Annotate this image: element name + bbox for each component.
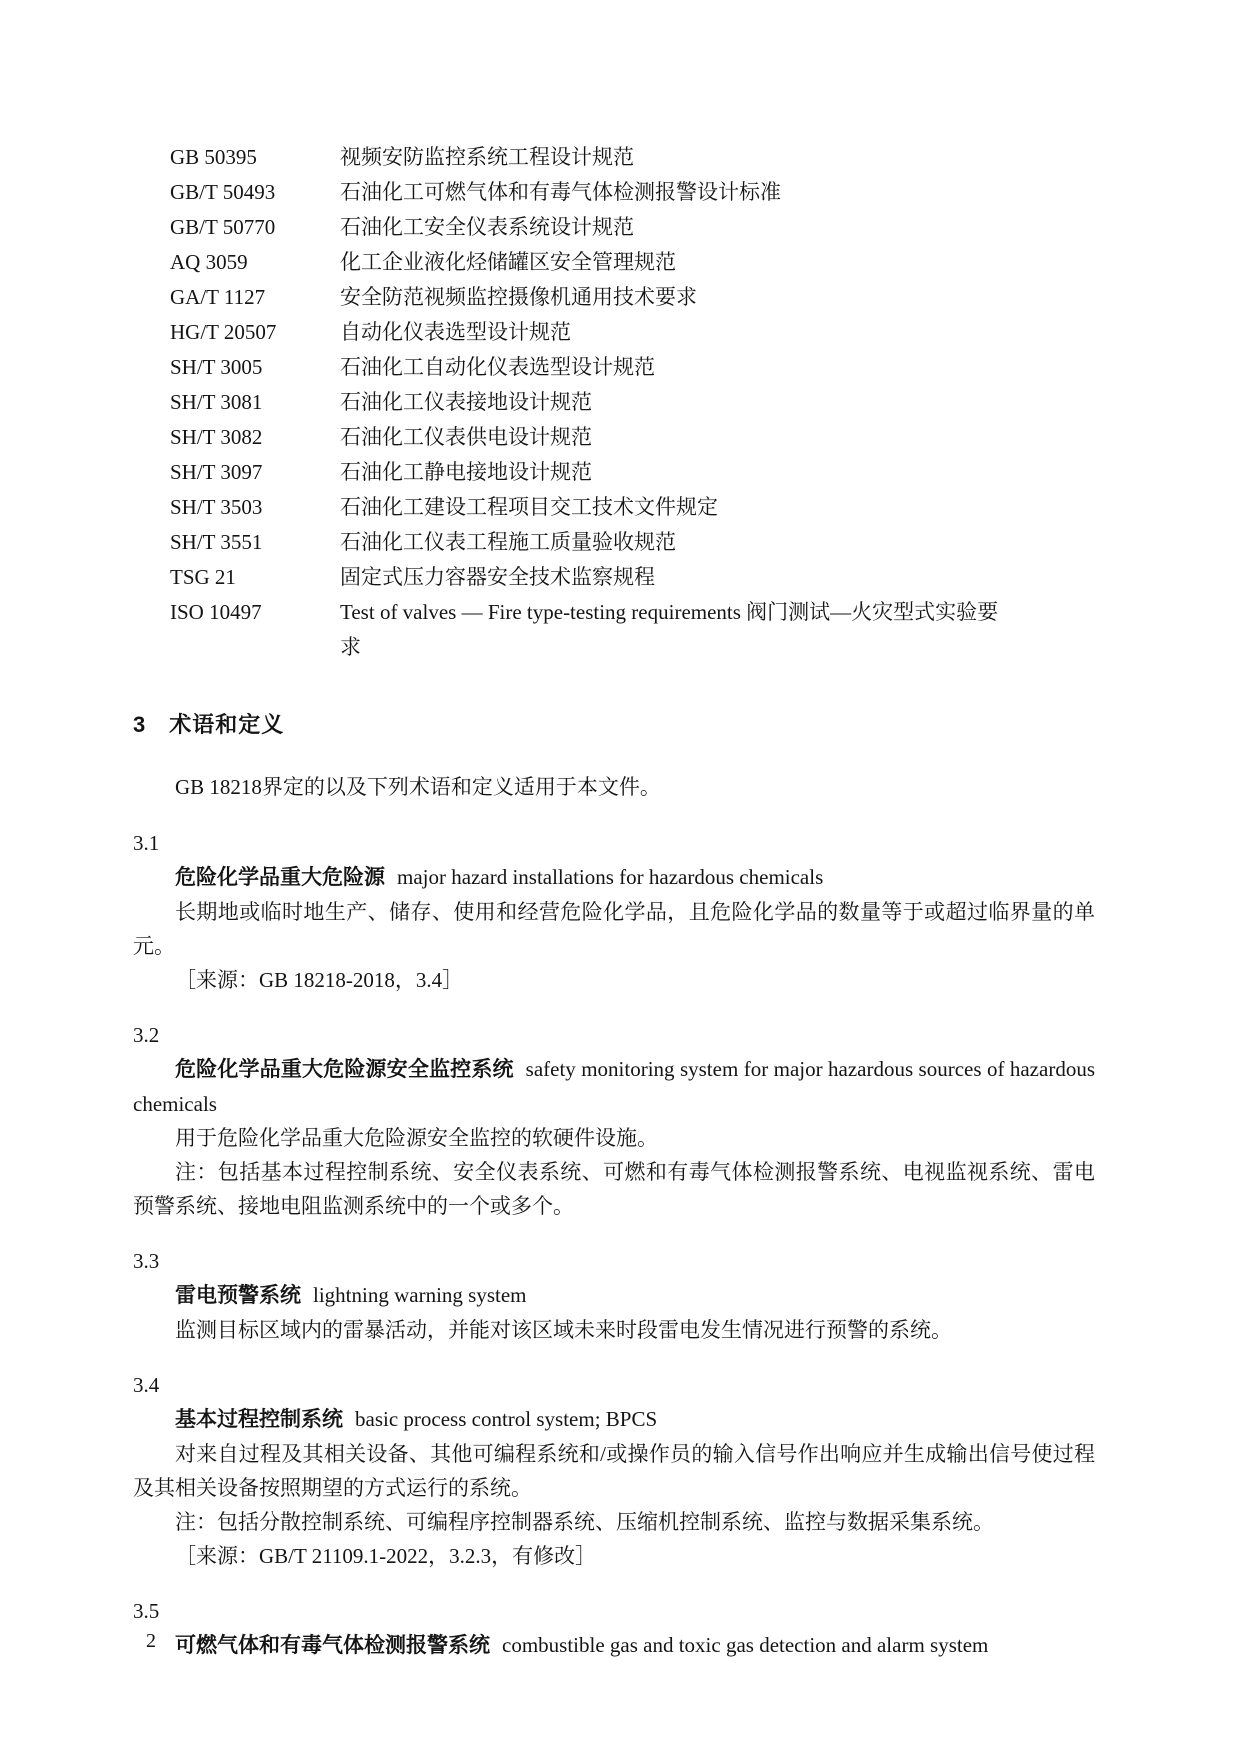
term-block-3-3 bbox=[133, 1244, 1095, 1347]
term-note: 注：包括分散控制系统、可编程序控制器系统、压缩机控制系统、监控与数据采集系统。 bbox=[175, 1510, 994, 1534]
reference-row bbox=[133, 315, 1095, 350]
reference-code: GA/T 1127 bbox=[170, 285, 266, 309]
reference-row bbox=[133, 385, 1095, 420]
reference-row bbox=[133, 350, 1095, 385]
reference-title: 石油化工仪表工程施工质量验收规范 bbox=[340, 530, 676, 554]
reference-row bbox=[133, 280, 1095, 315]
reference-code: SH/T 3081 bbox=[170, 390, 263, 414]
reference-code: SH/T 3551 bbox=[170, 530, 263, 554]
term-definition: 用于危险化学品重大危险源安全监控的软硬件设施。 bbox=[175, 1126, 658, 1150]
reference-row bbox=[133, 245, 1095, 280]
term-number: 3.4 bbox=[133, 1373, 160, 1397]
term-name-zh: 基本过程控制系统 bbox=[175, 1408, 343, 1431]
clause-3-heading bbox=[133, 707, 1095, 742]
reference-code: SH/T 3005 bbox=[170, 355, 263, 379]
reference-title: 视频安防监控系统工程设计规范 bbox=[340, 145, 634, 169]
reference-row bbox=[133, 140, 1095, 175]
term-name-zh: 雷电预警系统 bbox=[175, 1284, 301, 1307]
reference-row bbox=[133, 175, 1095, 210]
page-number: 2 bbox=[146, 1630, 156, 1652]
reference-code: GB/T 50493 bbox=[170, 180, 276, 204]
term-name-en: combustible gas and toxic gas detection and alarm system bbox=[502, 1633, 989, 1657]
reference-code: SH/T 3503 bbox=[170, 495, 263, 519]
term-line bbox=[133, 1278, 1095, 1313]
term-number: 3.2 bbox=[133, 1023, 160, 1047]
term-note: 注：包括基本过程控制系统、安全仪表系统、可燃和有毒气体检测报警系统、电视监视系统、雷电预警系统、接地电阻监测系统中的一个或多个。 bbox=[133, 1160, 1095, 1218]
term-block-3-1 bbox=[133, 826, 1095, 997]
reference-title: 固定式压力容器安全技术监察规程 bbox=[340, 565, 655, 589]
reference-title: 石油化工自动化仪表选型设计规范 bbox=[340, 355, 655, 379]
reference-code: SH/T 3097 bbox=[170, 460, 263, 484]
reference-title: 石油化工静电接地设计规范 bbox=[340, 460, 592, 484]
reference-title: 石油化工仪表供电设计规范 bbox=[340, 425, 592, 449]
reference-row bbox=[133, 420, 1095, 455]
term-name-en: lightning warning system bbox=[313, 1283, 527, 1307]
reference-code: HG/T 20507 bbox=[170, 320, 277, 344]
clause-number: 3 bbox=[133, 712, 146, 737]
reference-row bbox=[133, 525, 1095, 560]
reference-code: GB/T 50770 bbox=[170, 215, 276, 239]
reference-code: AQ 3059 bbox=[170, 250, 248, 274]
term-name-en: major hazard installations for hazardous chemicals bbox=[397, 865, 824, 889]
reference-row bbox=[133, 560, 1095, 595]
term-number: 3.3 bbox=[133, 1249, 160, 1273]
term-number: 3.5 bbox=[133, 1599, 160, 1623]
reference-code: ISO 10497 bbox=[170, 600, 262, 624]
reference-row bbox=[133, 210, 1095, 245]
reference-title: 石油化工安全仪表系统设计规范 bbox=[340, 215, 634, 239]
reference-row bbox=[133, 455, 1095, 490]
term-block-3-5 bbox=[133, 1594, 1095, 1663]
term-definition: 监测目标区域内的雷暴活动，并能对该区域未来时段雷电发生情况进行预警的系统。 bbox=[175, 1318, 952, 1342]
reference-title: 安全防范视频监控摄像机通用技术要求 bbox=[340, 285, 697, 309]
term-line bbox=[133, 1402, 1095, 1437]
term-line bbox=[133, 1628, 1095, 1663]
reference-row bbox=[133, 595, 1095, 665]
term-source: ［来源：GB/T 21109.1-2022，3.2.3，有修改］ bbox=[175, 1544, 597, 1568]
reference-title: Test of valves — Fire type-testing requirements 阀门测试—火灾型式实验要求 bbox=[340, 600, 999, 659]
term-name-en: safety monitoring system for major hazardous sources of hazardous chemicals bbox=[133, 1057, 1095, 1116]
reference-title: 自动化仪表选型设计规范 bbox=[340, 320, 571, 344]
reference-title: 石油化工建设工程项目交工技术文件规定 bbox=[340, 495, 718, 519]
reference-code: SH/T 3082 bbox=[170, 425, 263, 449]
reference-title: 石油化工可燃气体和有毒气体检测报警设计标准 bbox=[340, 180, 781, 204]
reference-title: 石油化工仪表接地设计规范 bbox=[340, 390, 592, 414]
term-number: 3.1 bbox=[133, 831, 160, 855]
term-name-en: basic process control system; BPCS bbox=[355, 1407, 658, 1431]
term-name-zh: 危险化学品重大危险源安全监控系统 bbox=[175, 1058, 514, 1081]
term-line bbox=[133, 860, 1095, 895]
reference-title: 化工企业液化烃储罐区安全管理规范 bbox=[340, 250, 676, 274]
clause-3-intro: GB 18218界定的以及下列术语和定义适用于本文件。 bbox=[175, 775, 661, 799]
term-block-3-2 bbox=[133, 1018, 1095, 1223]
term-source: ［来源：GB 18218-2018，3.4］ bbox=[175, 968, 464, 992]
reference-row bbox=[133, 490, 1095, 525]
reference-code: GB 50395 bbox=[170, 145, 257, 169]
page-content bbox=[133, 140, 1095, 1663]
term-name-zh: 危险化学品重大危险源 bbox=[175, 866, 385, 889]
term-definition: 对来自过程及其相关设备、其他可编程系统和/或操作员的输入信号作出响应并生成输出信号使过程及其相关设备按照期望的方式运行的系统。 bbox=[133, 1442, 1095, 1500]
term-line bbox=[133, 1052, 1095, 1121]
term-name-zh: 可燃气体和有毒气体检测报警系统 bbox=[175, 1634, 490, 1657]
normative-references-list bbox=[133, 140, 1095, 665]
term-block-3-4 bbox=[133, 1368, 1095, 1573]
reference-code: TSG 21 bbox=[170, 565, 236, 589]
term-definition: 长期地或临时地生产、储存、使用和经营危险化学品，且危险化学品的数量等于或超过临界量的单元。 bbox=[133, 900, 1095, 958]
clause-title: 术语和定义 bbox=[169, 712, 285, 737]
